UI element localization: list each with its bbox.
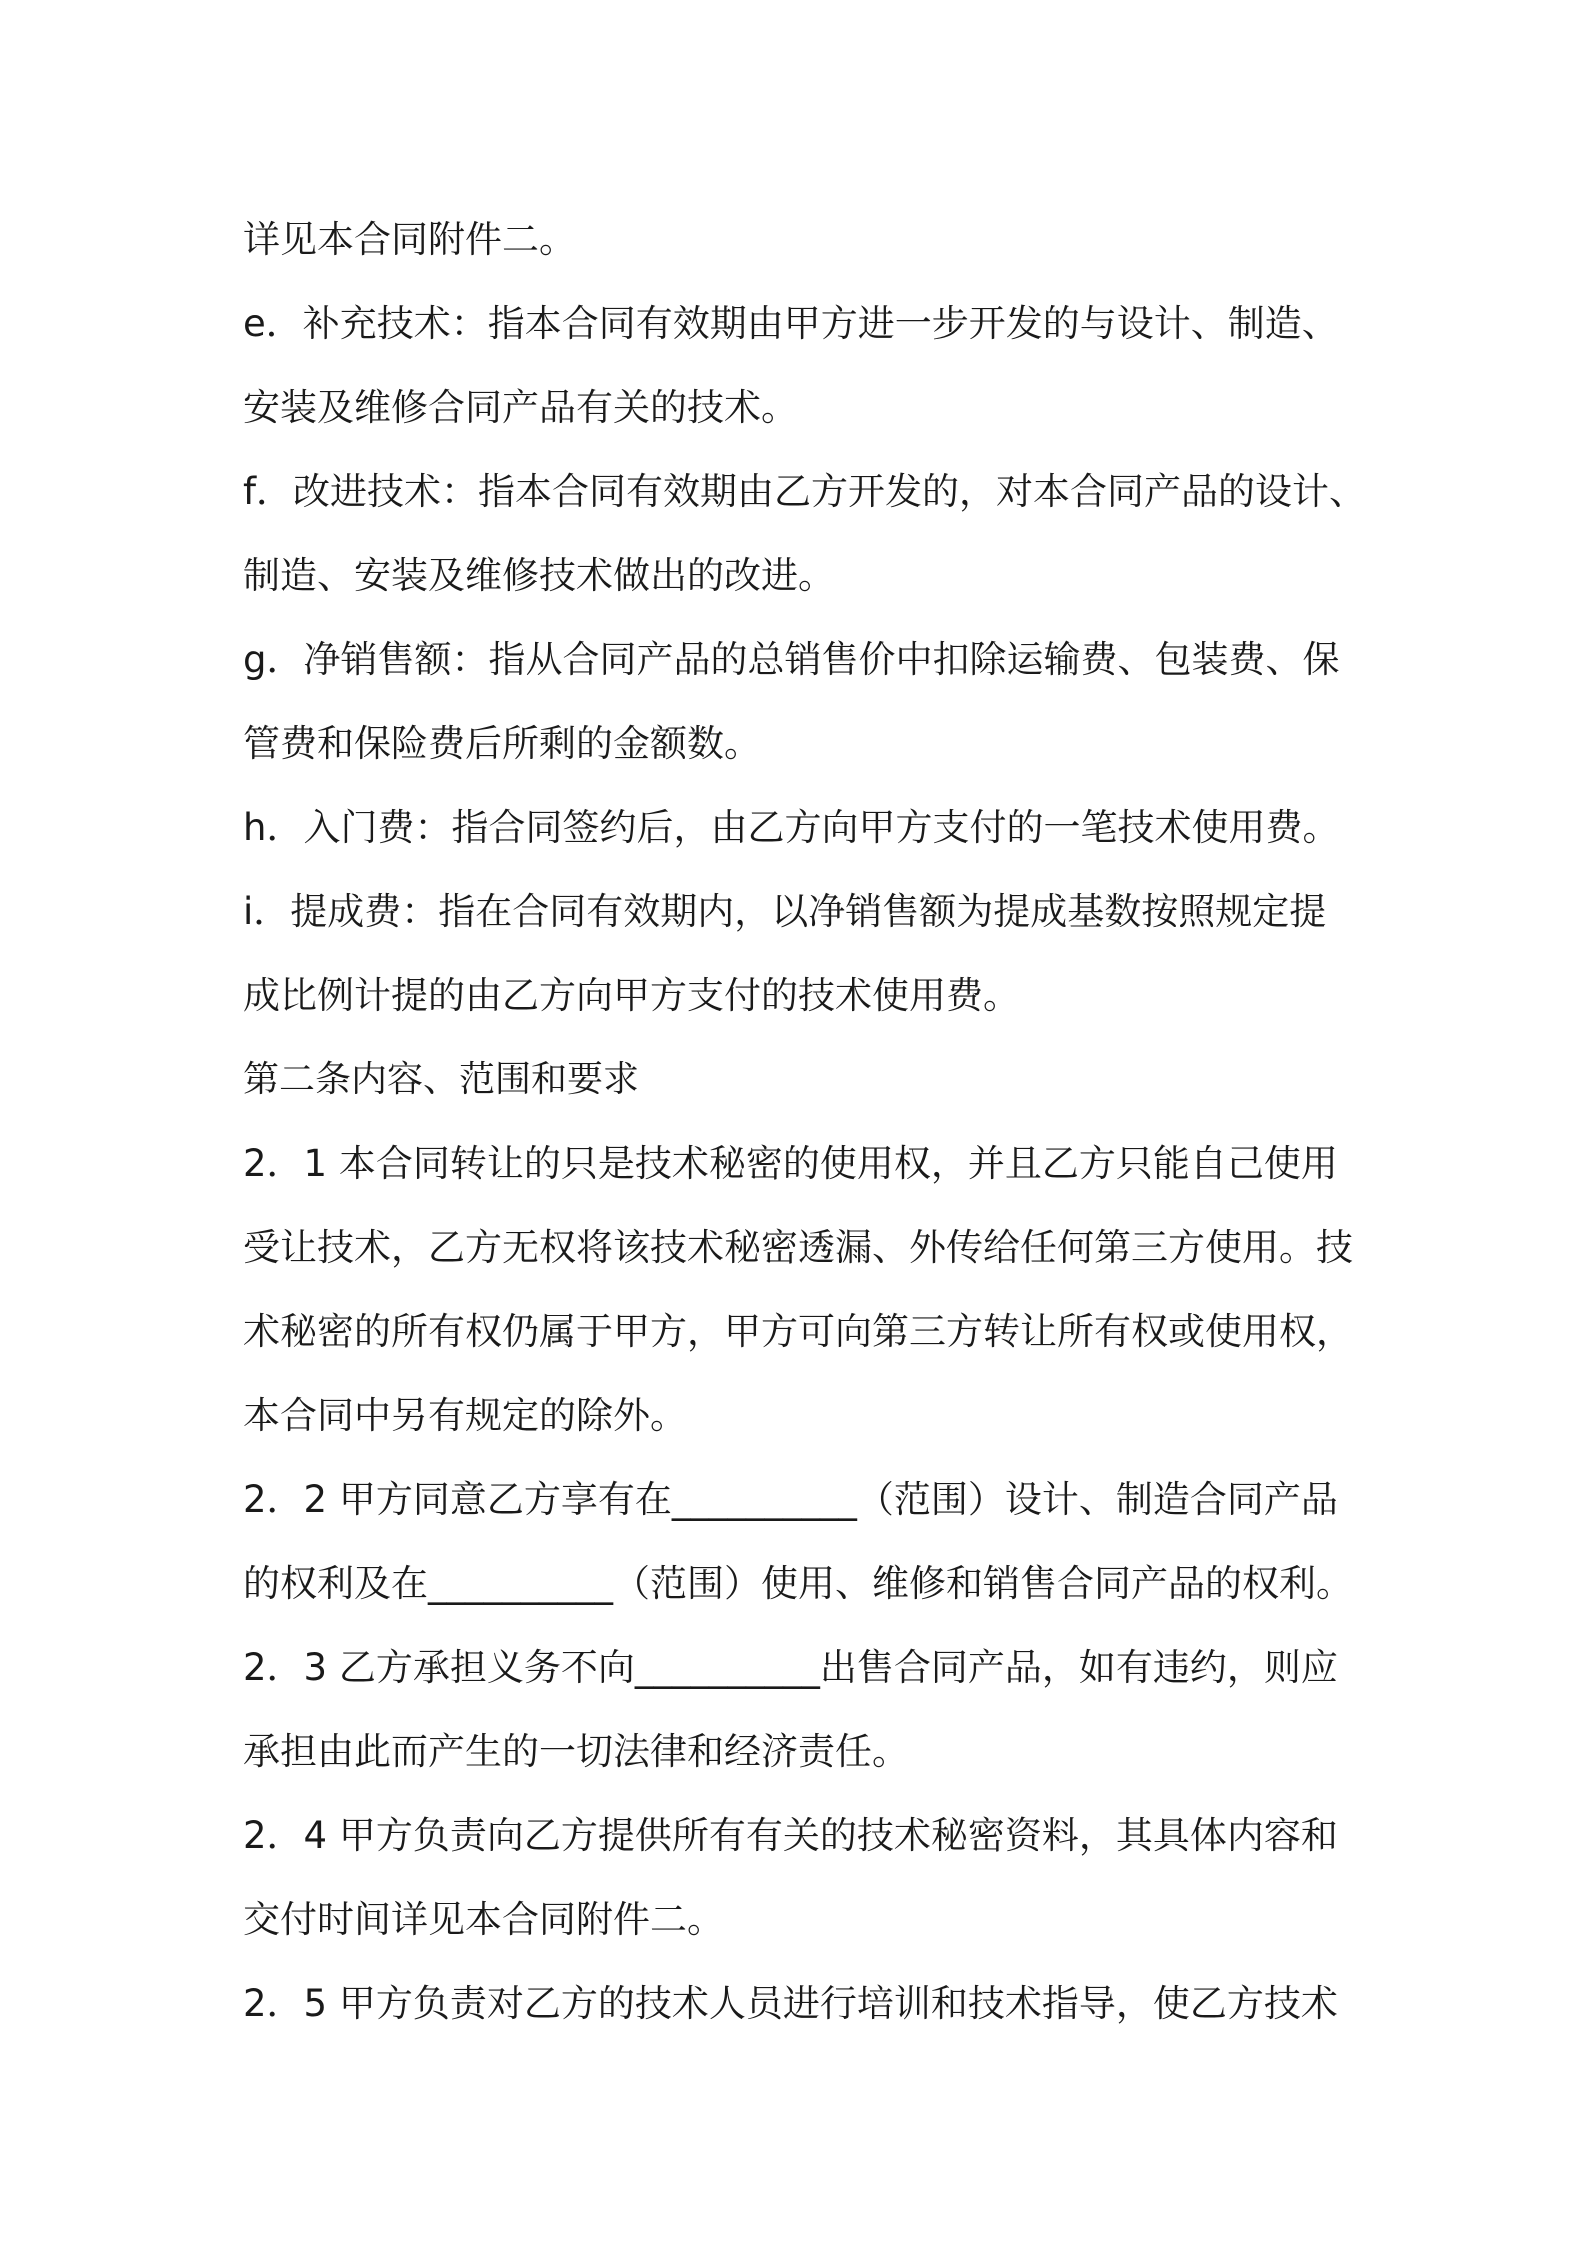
text-line: 交付时间详见本合同附件二。 bbox=[243, 1898, 724, 1941]
text-line: i．提成费：指在合同有效期内，以净销售额为提成基数按照规定提 bbox=[243, 890, 1327, 933]
text-line: 2．4 甲方负责向乙方提供所有有关的技术秘密资料，其具体内容和 bbox=[243, 1814, 1338, 1857]
text-line: 2．1 本合同转让的只是技术秘密的使用权，并且乙方只能自己使用 bbox=[243, 1142, 1338, 1185]
text-line: e．补充技术：指本合同有效期由甲方进一步开发的与设计、制造、 bbox=[243, 302, 1339, 345]
text-line: 管费和保险费后所剩的金额数。 bbox=[243, 722, 761, 765]
text-line: 2．5 甲方负责对乙方的技术人员进行培训和技术指导，使乙方技术 bbox=[243, 1982, 1338, 2025]
text-line: 受让技术，乙方无权将该技术秘密透漏、外传给任何第三方使用。技 bbox=[243, 1226, 1353, 1269]
text-line: 2．2 甲方同意乙方享有在__________（范围）设计、制造合同产品 bbox=[243, 1478, 1338, 1521]
text-line: h．入门费：指合同签约后，由乙方向甲方支付的一笔技术使用费。 bbox=[243, 806, 1340, 849]
text-line: 详见本合同附件二。 bbox=[243, 218, 576, 261]
section-heading: 第二条内容、范围和要求 bbox=[243, 1059, 640, 1100]
text-line: f．改进技术：指本合同有效期由乙方开发的，对本合同产品的设计、 bbox=[243, 470, 1367, 513]
text-line: 术秘密的所有权仍属于甲方，甲方可向第三方转让所有权或使用权， bbox=[243, 1310, 1353, 1353]
text-line: 成比例计提的由乙方向甲方支付的技术使用费。 bbox=[243, 974, 1020, 1017]
text-line: 本合同中另有规定的除外。 bbox=[243, 1394, 687, 1437]
text-line: 2．3 乙方承担义务不向__________出售合同产品，如有违约，则应 bbox=[243, 1646, 1338, 1689]
text-line: 的权利及在__________（范围）使用、维修和销售合同产品的权利。 bbox=[243, 1562, 1353, 1605]
text-line: 承担由此而产生的一切法律和经济责任。 bbox=[243, 1730, 909, 1773]
document-body bbox=[243, 198, 1367, 2046]
text-line: 制造、安装及维修技术做出的改进。 bbox=[243, 554, 835, 597]
text-line: g．净销售额：指从合同产品的总销售价中扣除运输费、包装费、保 bbox=[243, 638, 1340, 681]
text-line: 安装及维修合同产品有关的技术。 bbox=[243, 386, 798, 429]
